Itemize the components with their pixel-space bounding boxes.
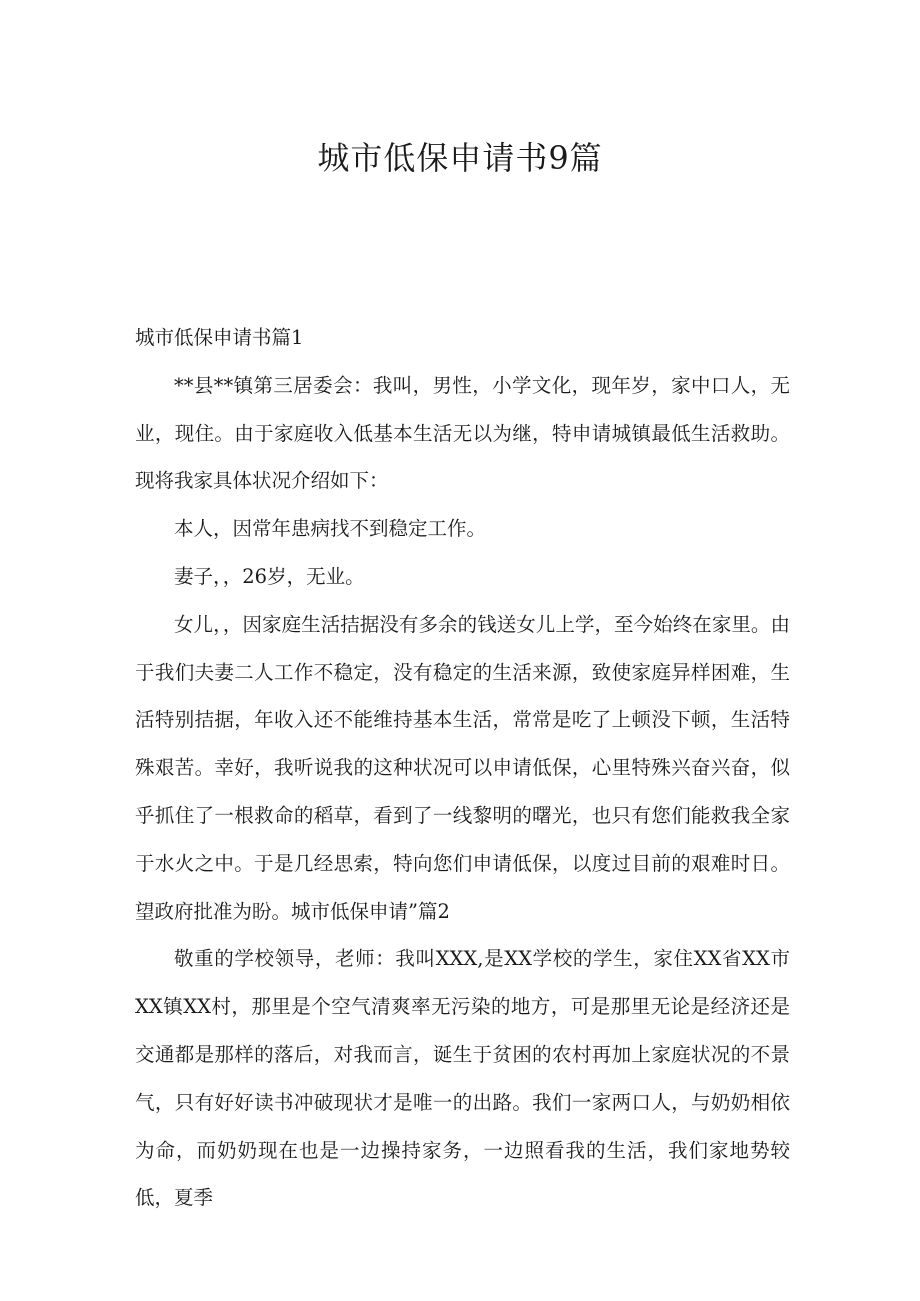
- document-body: [135, 314, 790, 1222]
- paragraph-intro: **县**镇第三居委会：我叫，男性，小学文化，现年岁，家中口人，无业，现住。由于家庭收入低基本生活无以为继，特申请城镇最低生活救助。现将我家具体状况介绍如下：: [135, 373, 790, 493]
- paragraph-daughter: 女儿，，因家庭生活拮据没有多余的钱送女儿上学，至今始终在家里。由于我们夫妻二人工作不稳定，没有稳定的生活来源，致使家庭异样困难，生活特别拮据，年收入还不能维持基本生活，常常是吃了上顿没下顿，生活特殊艰苦。幸好，我听说我的这种状况可以申请低保，心里特殊兴奋兴奋，似乎抓住了一根救命的稻草，看到了一线黎明的曙光，也只有您们能救我全家于水火之中。于是几经思索，特向您们申请低保，以度过目前的艰难时日。望政府批准为盼。城市低保申请”篇2: [135, 612, 790, 923]
- paragraph-wife: 妻子，，26岁，无业。: [174, 564, 365, 588]
- document-title: 城市低保申请书9篇: [317, 139, 603, 177]
- section-heading-1: 城市低保申请书篇1: [135, 326, 304, 349]
- paragraph-letter-2: 敬重的学校领导，老师：我叫XXX,是XX学校的学生，家住XX省XX市XX镇XX村，那里是个空气清爽率无污染的地方，可是那里无论是经济还是交通都是那样的落后，对我而言，诞生于贫困的农村再加上家庭状况的不景气，只有好好读书冲破现状才是唯一的出路。我们一家两口人，与奶奶相依为命，而奶奶现在也是一边操持家务，一边照看我的生活，我们家地势较低，夏季: [135, 947, 790, 1210]
- paragraph-self: 本人，因常年患病找不到稳定工作。: [174, 517, 487, 541]
